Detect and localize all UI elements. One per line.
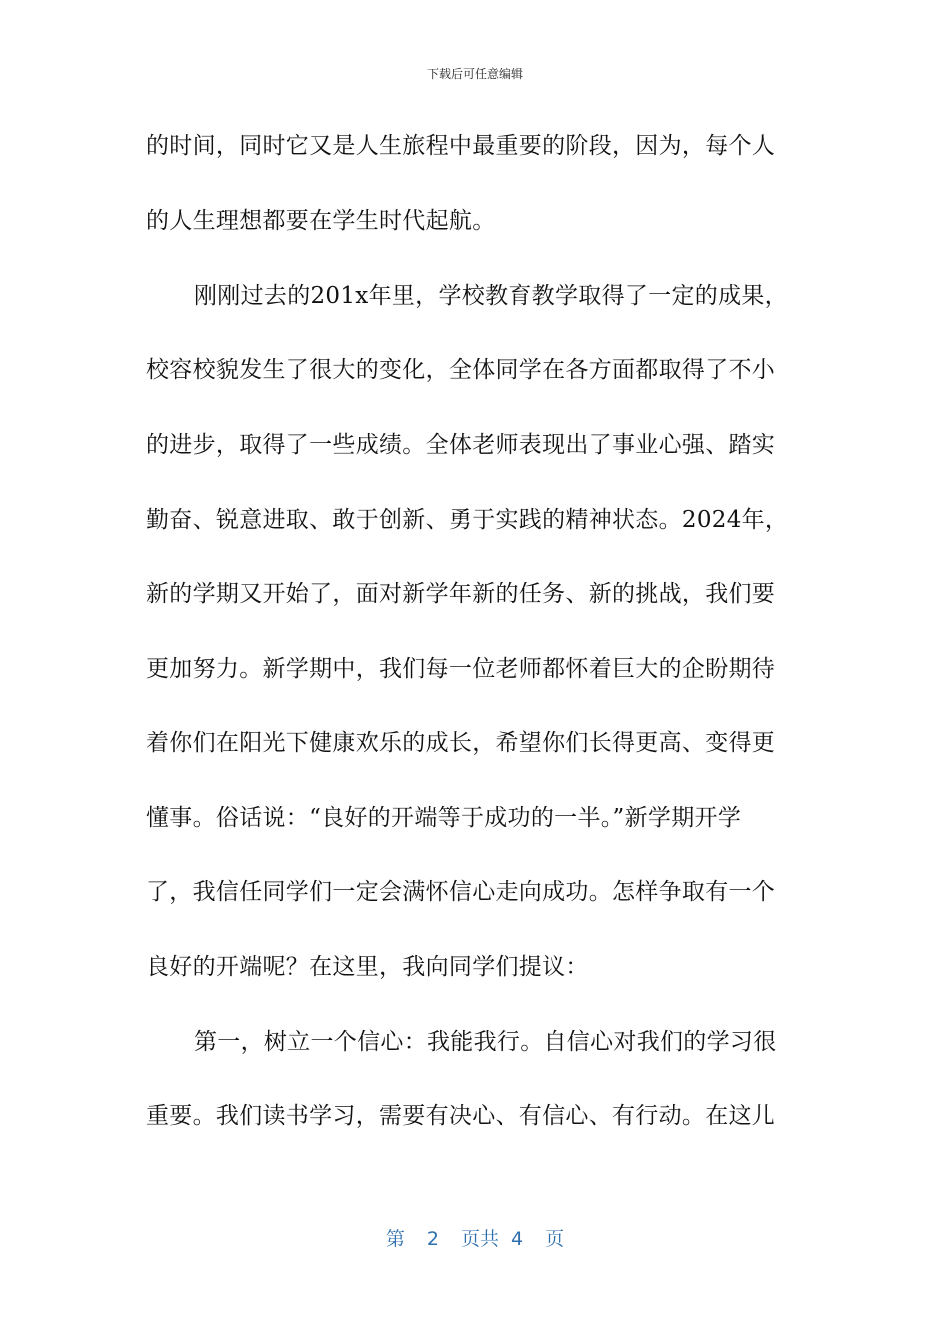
text-line: 的进步，取得了一些成绩。全体老师表现出了事业心强、踏实	[146, 432, 776, 458]
text-line: 勤奋、锐意进取、敢于创新、勇于实践的精神状态。2024年，	[146, 507, 789, 533]
text-line: 懂事。俗话说：“良好的开端等于成功的一半。”新学期开学	[146, 805, 742, 831]
text-line: 的人生理想都要在学生时代起航。	[146, 208, 496, 234]
total-pages-number: 4	[511, 1228, 524, 1250]
current-page-number: 2	[426, 1228, 439, 1250]
footer-middle: 页共	[460, 1228, 499, 1250]
page-header: 下载后可任意编辑	[426, 67, 523, 81]
text-line: 第一，树立一个信心：我能我行。自信心对我们的学习很	[194, 1029, 777, 1055]
text-line: 校容校貌发生了很大的变化，全体同学在各方面都取得了不小	[146, 357, 776, 383]
text-line: 重要。我们读书学习，需要有决心、有信心、有行动。在这儿	[146, 1103, 776, 1129]
text-line: 新的学期又开始了，面对新学年新的任务、新的挑战，我们要	[146, 581, 776, 607]
text-line: 更加努力。新学期中，我们每一位老师都怀着巨大的企盼期待	[146, 656, 776, 682]
text-line: 了，我信任同学们一定会满怀信心走向成功。怎样争取有一个	[146, 879, 776, 905]
text-line: 良好的开端呢？在这里，我向同学们提议：	[146, 954, 589, 980]
footer-suffix: 页	[545, 1228, 565, 1250]
text-line: 刚刚过去的201x年里，学校教育教学取得了一定的成果，	[194, 283, 788, 309]
page-footer	[0, 1226, 950, 1252]
text-line: 着你们在阳光下健康欢乐的成长，希望你们长得更高、变得更	[146, 730, 776, 756]
footer-prefix: 第	[385, 1228, 405, 1250]
text-line: 的时间，同时它又是人生旅程中最重要的阶段，因为，每个人	[146, 133, 776, 159]
